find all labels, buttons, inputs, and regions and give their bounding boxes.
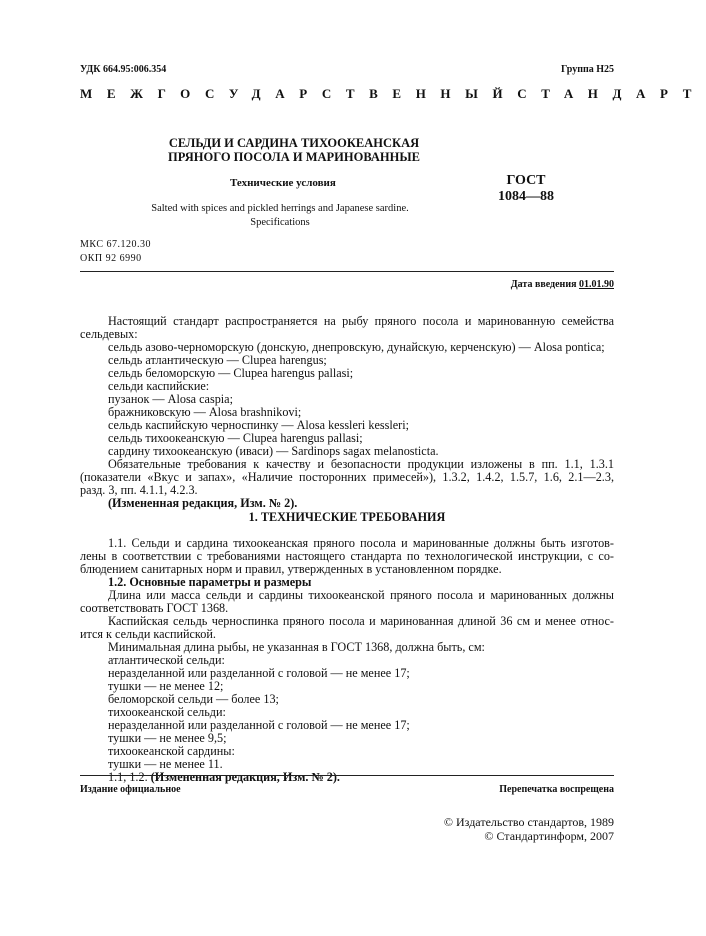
caspian-line1: Каспийская сельдь черноспинка пряного посола и маринованная длиной 36 см и менее относ- (108, 614, 614, 628)
okp-code: ОКП 92 6990 (80, 253, 142, 264)
min-length-item: атлантической сельди: (108, 653, 225, 667)
standard-banner (80, 86, 706, 102)
requirements-line2: (показатели «Вкус и запах», «Наличие посторонних примесей»), 1.3.2, 1.4.2, 1.5.7, 1.6, 2.1—2.3, (80, 470, 614, 484)
title-line1: СЕЛЬДИ И САРДИНА ТИХООКЕАНСКАЯ (168, 136, 420, 150)
fish-item: пузанок — Alosa caspia; (108, 392, 233, 406)
clause-1-1-line1: 1.1. Сельди и сардина тихоокеанская пряного посола и маринованные должны быть изготов- (108, 536, 614, 550)
introduction-date-value: 01.01.90 (579, 279, 614, 290)
gost-number: 1084—88 (498, 189, 554, 204)
english-title-line1: Salted with spices and pickled herrings and Japanese sardine. (151, 203, 409, 214)
fish-item: сельдь каспийскую черноспинку — Alosa kessleri kessleri; (108, 418, 409, 432)
fish-item: сельдь тихоокеанскую — Clupea harengus pallasi; (108, 431, 363, 445)
fish-item: сельдь азово-черноморскую (донскую, днепровскую, дунайскую, керченскую) — Alosa pontica; (108, 340, 605, 354)
fish-item: сельдь беломорскую — Clupea harengus pallasi; (108, 366, 354, 380)
copyright-standartinform: © Стандартинформ, 2007 (484, 829, 614, 843)
document-subtitle: Технические условия (230, 177, 336, 189)
introduction-date-label: Дата введения (510, 279, 579, 290)
udk-code: УДК 664.95:006.354 (80, 64, 167, 75)
amendment-prefix: 1.1, 1.2. (108, 770, 151, 784)
header-divider (80, 271, 614, 272)
banner-word-standard: СТАНДАРТ (517, 86, 706, 101)
clause-1-2-line2: соответствовать ГОСТ 1368. (80, 601, 229, 615)
introduction-date (511, 279, 614, 290)
footer-divider (80, 775, 614, 776)
min-length-item: тихоокеанской сардины: (108, 744, 235, 758)
fish-item: сельдь атлантическую — Clupea harengus; (108, 353, 327, 367)
amendment-text: (Измененная редакция, Изм. № 2). (150, 770, 340, 784)
fish-item: сардину тихоокеанскую (иваси) — Sardinops sagax melanosticta. (108, 444, 439, 458)
banner-word-interstate: МЕЖГОСУДАРСТВЕННЫЙ (80, 86, 518, 101)
intro-line2: сельдевых: (80, 327, 138, 341)
reprint-prohibited: Перепечатка воспрещена (499, 784, 614, 795)
clause-1-1-line3: блюдением санитарных норм и правил, утвержденных в установленном порядке. (80, 562, 502, 576)
min-length-item: тушки — не менее 11. (108, 757, 223, 771)
clause-1-2-line1: Длина или масса сельди и сардины тихоокеанской пряного посола и маринованных должны (108, 588, 614, 602)
intro-paragraph (80, 315, 614, 510)
intro-line1: Настоящий стандарт распространяется на рыбу пряного посола и маринованную семейства (108, 314, 614, 328)
clause-1-1-line2: лены в соответствии с требованиями настоящего стандарта по технологической инструкции, с со- (80, 549, 614, 563)
min-length-item: Минимальная длина рыбы, не указанная в ГОСТ 1368, должна быть, см: (108, 640, 485, 654)
min-length-item: тихоокеанской сельди: (108, 705, 226, 719)
clause-1-2-heading: 1.2. Основные параметры и размеры (108, 575, 312, 589)
fish-item: сельди каспийские: (108, 379, 210, 393)
copyright-publisher: © Издательство стандартов, 1989 (443, 815, 614, 829)
official-edition: Издание официальное (80, 784, 181, 795)
gost-label: ГОСТ (506, 173, 546, 188)
group-code: Группа Н25 (561, 64, 614, 75)
mks-code: МКС 67.120.30 (80, 239, 151, 250)
document-title (159, 136, 429, 164)
section-heading: 1. ТЕХНИЧЕСКИЕ ТРЕБОВАНИЯ (248, 510, 446, 524)
min-length-item: тушки — не менее 12; (108, 679, 224, 693)
requirements-line1: Обязательные требования к качеству и безопасности продукции изложены в пп. 1.1, 1.3.1 (108, 457, 614, 471)
section1-body (80, 537, 614, 784)
min-length-item: беломорской сельди — более 13; (108, 692, 279, 706)
caspian-line2: ится к сельди каспийской. (80, 627, 216, 641)
amendment-note-2 (80, 771, 614, 784)
min-length-item: тушки — не менее 9,5; (108, 731, 227, 745)
title-line2: ПРЯНОГО ПОСОЛА И МАРИНОВАННЫЕ (167, 150, 420, 164)
min-length-item: неразделанной или разделанной с головой — не менее 17; (108, 666, 410, 680)
english-title-line2: Specifications (250, 217, 310, 228)
amendment-note: (Измененная редакция, Изм. № 2). (108, 496, 298, 510)
requirements-line3: разд. 3, пп. 4.1.1, 4.2.3. (80, 483, 198, 497)
min-length-item: неразделанной или разделанной с головой — не менее 17; (108, 718, 410, 732)
fish-item: бражниковскую — Alosa brashnikovi; (108, 405, 302, 419)
